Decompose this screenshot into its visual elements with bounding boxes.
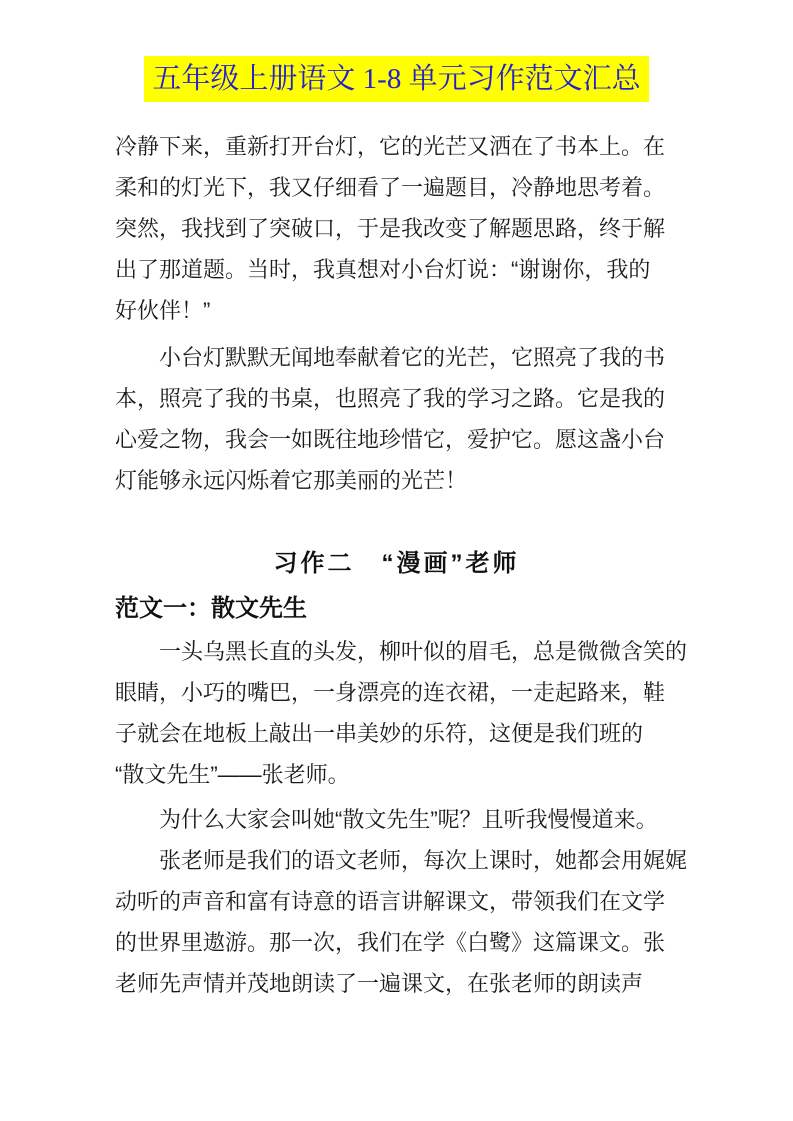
text-line: “散文先生”——张老师。 [115,762,350,787]
text-line: 好伙伴！” [115,298,211,323]
title-highlight: 五年级上册语文 1-8 单元习作范文汇总 [144,56,648,102]
text-line: 一头乌黑长直的头发，柳叶似的眉毛，总是微微含笑的 [159,639,688,664]
section-heading: 习作二 “漫画”老师 [273,550,520,577]
text-line: 老师先声情并茂地朗读了一遍课文，在张老师的朗读声 [115,971,644,996]
text-line: 灯能够永远闪烁着它那美丽的光芒！ [115,468,468,493]
text-line: 为什么大家会叫她“散文先生”呢？且听我慢慢道来。 [159,807,658,832]
text-line: 柔和的灯光下，我又仔细看了一遍题目，冷静地思考着。 [115,175,666,200]
text-line: 出了那道题。当时，我真想对小台灯说：“谢谢你，我的 [115,257,651,282]
subheading-sample-essay-1: 范文一：散文先生 [115,595,307,622]
document-title [115,56,678,102]
text-line: 突然，我找到了突破口，于是我改变了解题思路，终于解 [115,216,666,241]
text-line: 子就会在地板上敲出一串美妙的乐符，这便是我们班的 [115,721,644,746]
text-line: 小台灯默默无闻地奉献着它的光芒，它照亮了我的书 [159,345,666,370]
text-line: 动听的声音和富有诗意的语言讲解课文，带领我们在文学 [115,889,666,914]
text-line: 眼睛，小巧的嘴巴，一身漂亮的连衣裙，一走起路来，鞋 [115,680,666,705]
paragraph-2 [115,337,678,501]
paragraph-4 [115,799,678,840]
text-line: 本，照亮了我的书桌，也照亮了我的学习之路。它是我的 [115,386,666,411]
paragraph-1 [115,126,678,331]
paragraph-5 [115,840,688,1004]
text-line: 的世界里遨游。那一次，我们在学《白鹭》这篇课文。张 [115,930,666,955]
text-line: 心爱之物，我会一如既往地珍惜它，爱护它。愿这盏小台 [115,427,666,452]
text-line: 张老师是我们的语文老师，每次上课时，她都会用娓娓 [159,848,688,873]
text-line: 冷静下来，重新打开台灯，它的光芒又洒在了书本上。在 [115,134,666,159]
paragraph-3 [115,631,688,795]
